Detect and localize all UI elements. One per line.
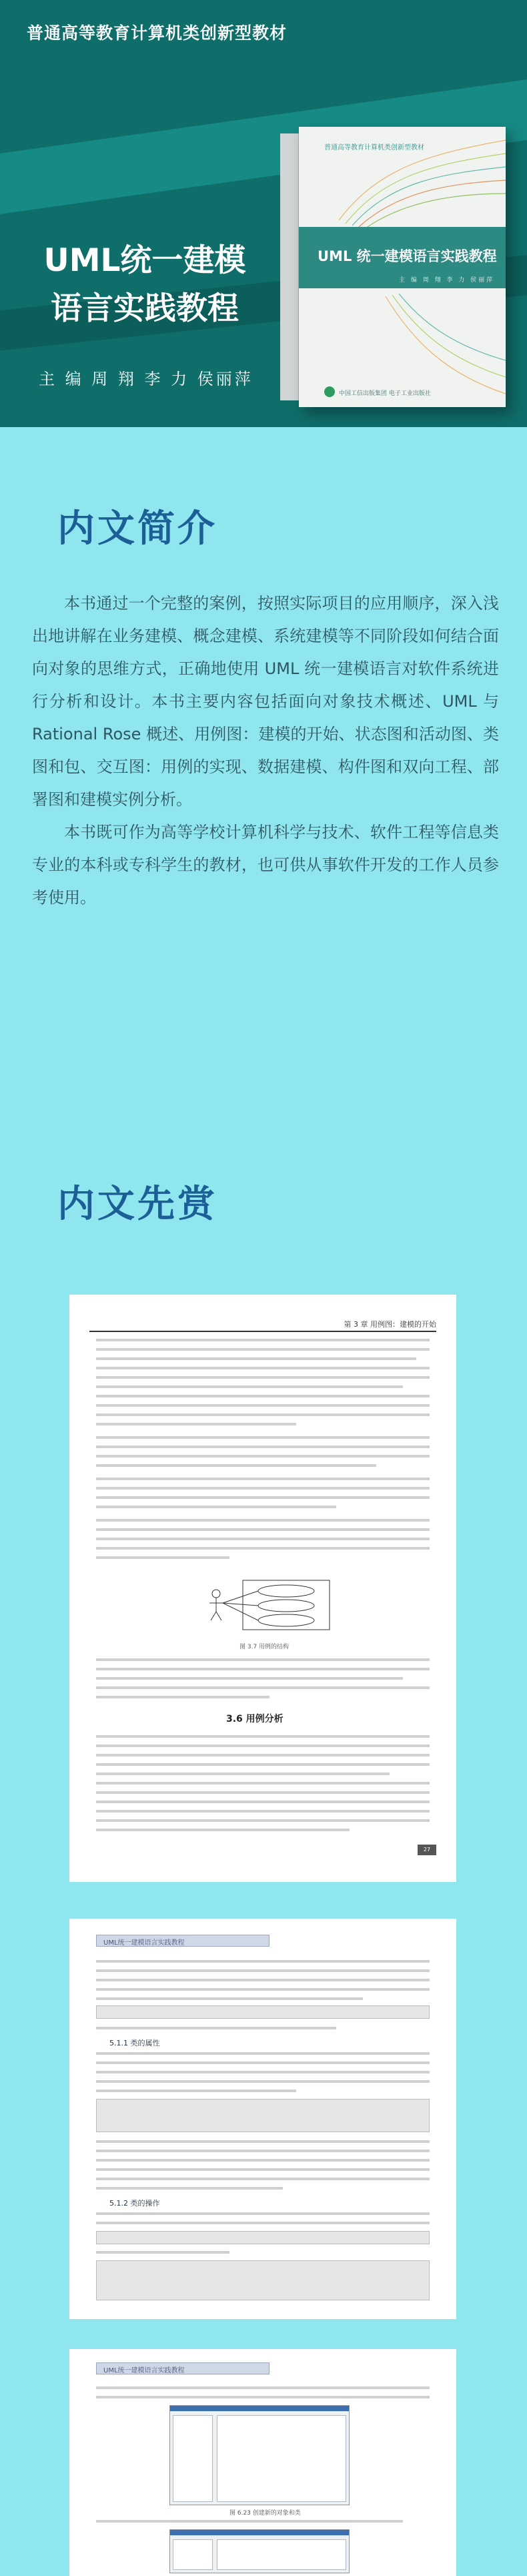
cover-publisher: 中国工信出版集团 电子工业出版社 [339,390,431,397]
code-block [96,2099,430,2132]
software-screenshot [169,2405,350,2505]
book-title-line1: UML统一建模 [43,242,246,279]
cover-title: UML 统一建模语言实践教程 [318,248,497,264]
preview-page-1 [69,1295,456,1882]
intro-paragraph: 本书通过一个完整的案例，按照实际项目的应用顺序，深入浅出地讲解在业务建模、概念建模、系统建模等不同阶段如何结合面向对象的思维方式，正确地使用 UML 统一建模语言对软件系统进行分析和设计。本书主要内容包括面向对象技术概述、UML 与 Rational Rose 概述、用例图：建模的开始、状态图和活动图、类图和包、交互图：用例的实现、数据建模、构件图和双向工程、部署图和建模实例分析。 [32,594,499,809]
intro-text [32,587,499,914]
subsection-title: 5.1.2 类的操作 [109,2199,160,2208]
section-title: 3.6 用例分析 [226,1714,284,1724]
cover-authors: 主 编 周 翔 李 力 侯丽萍 [399,277,495,284]
subsection-title: 5.1.1 类的属性 [109,2039,160,2047]
page-tag [96,1935,270,1947]
page-header: 第 3 章 用例图：建模的开始 [89,1319,436,1332]
software-screenshot [169,2529,350,2573]
page-tag-label: UML统一建模语言实践教程 [103,1939,185,1947]
book-cover-image [280,127,507,407]
preview-page-3 [69,2349,456,2576]
code-block [96,2231,430,2244]
page-number: 27 [418,1845,436,1855]
book-title [35,237,255,333]
book-authors: 主 编 周 翔 李 力 侯丽萍 [39,370,253,388]
intro-heading: 内文简介 [57,507,217,551]
book-spine [280,133,299,400]
series-title: 普通高等教育计算机类创新型教材 [27,23,288,43]
preview-heading: 内文先赏 [57,1183,217,1226]
cover-series: 普通高等教育计算机类创新型教材 [324,144,424,151]
publisher-logo-icon [324,386,335,397]
preview-page-2 [69,1919,456,2319]
book-cover [299,127,506,407]
code-block [96,2260,430,2300]
page-tag-label: UML统一建模语言实践教程 [103,2367,185,2374]
page-tag [96,2362,270,2374]
book-title-line2: 语言实践教程 [51,290,239,327]
use-case-diagram [203,1575,336,1635]
figure-caption: 图 3.7 用例的结构 [239,1644,290,1650]
hero-banner [0,0,527,427]
code-block [96,2005,430,2019]
intro-paragraph: 本书既可作为高等学校计算机科学与技术、软件工程等信息类专业的本科或专科学生的教材，也可供从事软件开发的工作人员参考使用。 [32,823,499,907]
figure-caption: 图 6.23 创建新的对象和类 [229,2510,301,2517]
